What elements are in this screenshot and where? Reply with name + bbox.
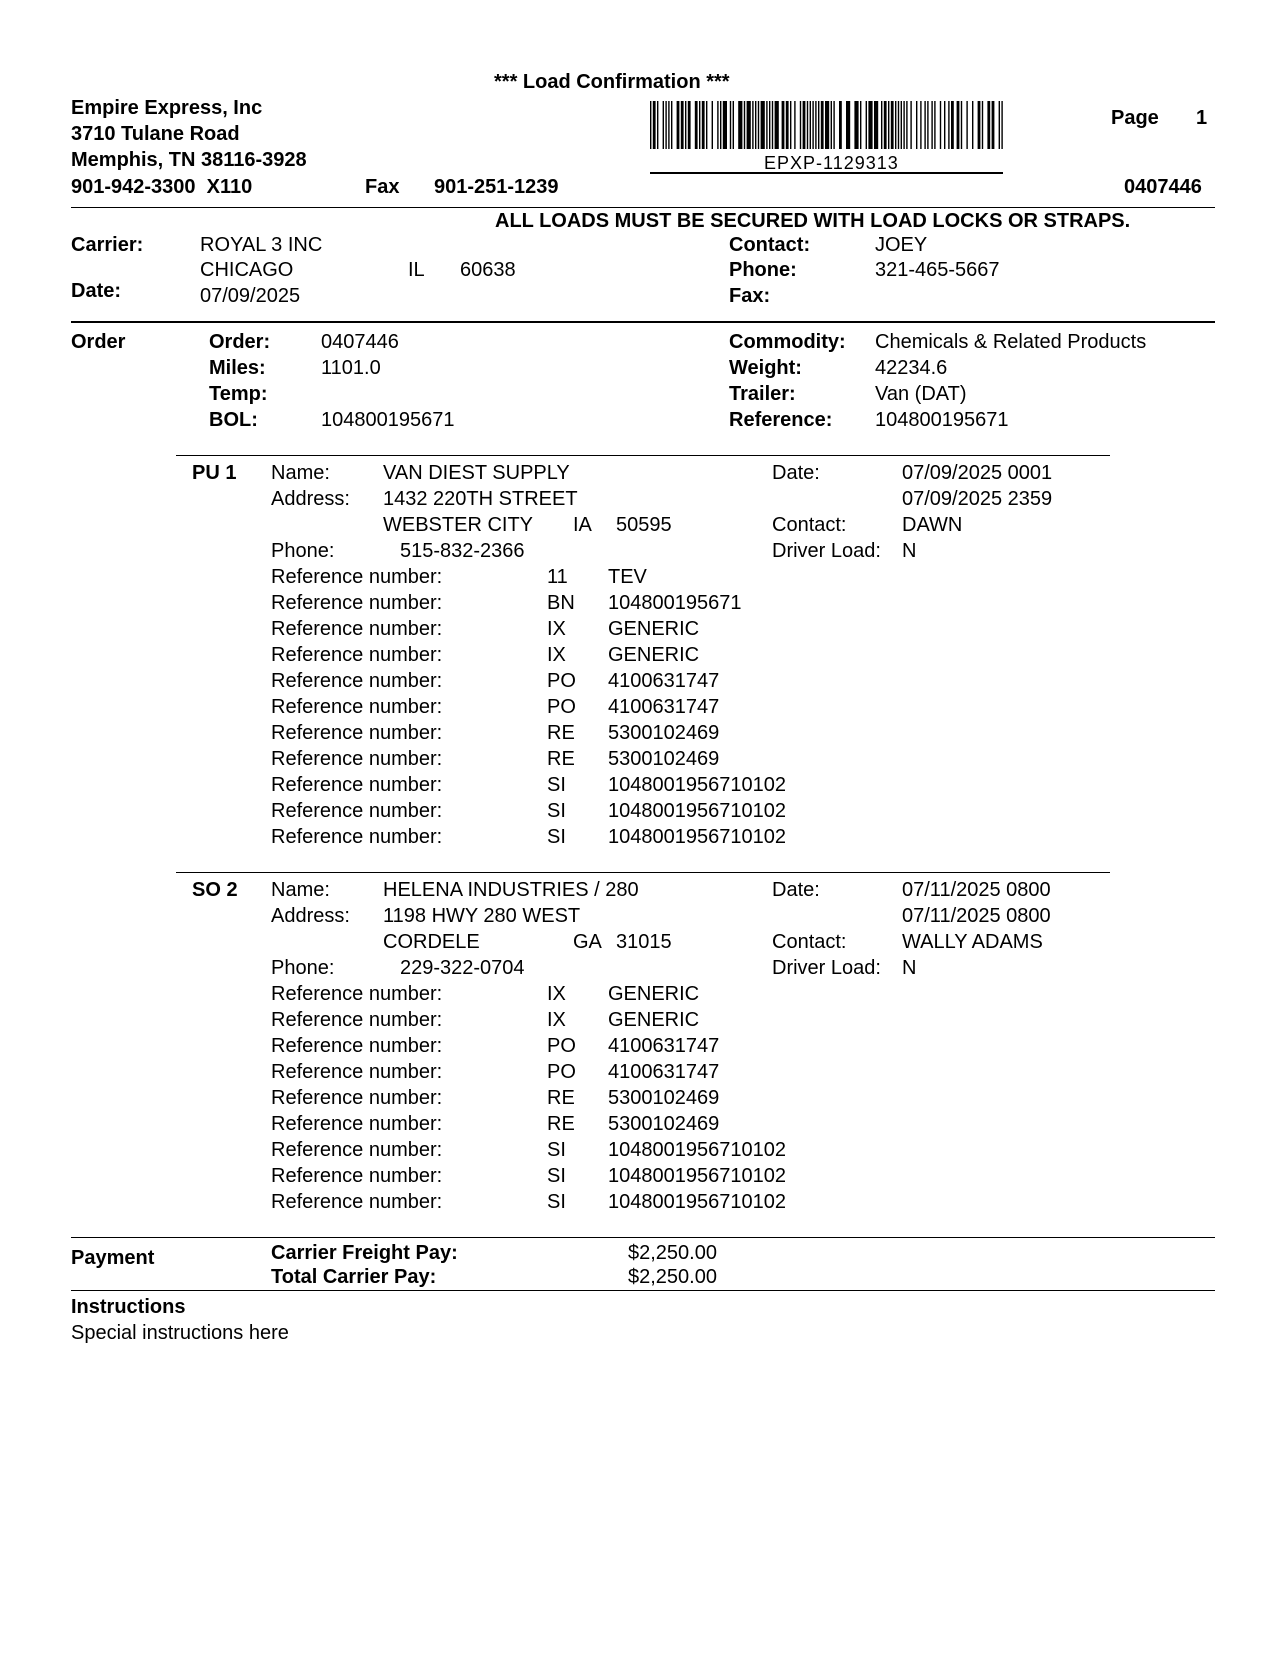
weight-label: Weight: — [729, 357, 802, 379]
stop-tag: PU 1 — [192, 462, 237, 484]
stop-address-label: Address: — [271, 488, 350, 510]
reference-code: SI — [547, 1139, 566, 1161]
reference-value: GENERIC — [608, 1009, 700, 1031]
reference-value: GENERIC — [608, 983, 700, 1005]
carrier-phone: 321-465-5667 — [875, 259, 1000, 281]
page-number: 1 — [1196, 107, 1208, 129]
reference-value: GENERIC — [608, 644, 700, 666]
reference-code: PO — [547, 670, 576, 692]
reference-code: PO — [547, 696, 576, 718]
stop-contact-label: Contact: — [772, 931, 847, 953]
reference-code: IX — [547, 644, 566, 666]
reference-code: SI — [547, 826, 566, 848]
reference-label: Reference number: — [271, 983, 443, 1005]
stop-date-end: 07/09/2025 2359 — [902, 488, 1053, 510]
reference-value: 1048001956710102 — [608, 1139, 786, 1161]
reference-code: PO — [547, 1061, 576, 1083]
carrier-date: 07/09/2025 — [200, 285, 301, 307]
reference-value: 5300102469 — [608, 1113, 720, 1135]
reference-value: GENERIC — [608, 618, 700, 640]
reference-label: Reference number: — [271, 1139, 443, 1161]
barcode-underline — [650, 172, 1003, 174]
trailer-value: Van (DAT) — [875, 383, 967, 405]
reference-code: SI — [547, 1165, 566, 1187]
reference-label: Reference number: — [271, 826, 443, 848]
reference-value: 104800195671 — [608, 592, 742, 614]
stop-driver-load: N — [902, 540, 917, 562]
carrier-name: ROYAL 3 INC — [200, 234, 323, 256]
page-label: Page — [1111, 107, 1159, 129]
stop-name-label: Name: — [271, 879, 330, 901]
reference-code: SI — [547, 800, 566, 822]
reference-code: PO — [547, 1035, 576, 1057]
stop-date-label: Date: — [772, 879, 820, 901]
company-address-line1: 3710 Tulane Road — [71, 123, 240, 145]
reference-value: 1048001956710102 — [608, 826, 786, 848]
carrier-city: CHICAGO — [200, 259, 294, 281]
reference-code: RE — [547, 1087, 575, 1109]
reference-code: IX — [547, 618, 566, 640]
temp-label: Temp: — [209, 383, 268, 405]
reference-value: 1048001956710102 — [608, 1165, 786, 1187]
total-carrier-pay-label: Total Carrier Pay: — [271, 1266, 437, 1288]
carrier-contact-label: Contact: — [729, 234, 811, 256]
bol-value: 104800195671 — [321, 409, 455, 431]
stop-contact-label: Contact: — [772, 514, 847, 536]
stop-phone: 229-322-0704 — [400, 957, 525, 979]
reference-label: Reference number: — [271, 618, 443, 640]
company-fax-label: Fax — [365, 176, 400, 198]
company-name: Empire Express, Inc — [71, 97, 263, 119]
reference-label: Reference number: — [271, 1165, 443, 1187]
stop-driver-load-label: Driver Load: — [772, 957, 881, 979]
stop-state: GA — [573, 931, 602, 953]
reference-value: 4100631747 — [608, 670, 720, 692]
carrier-freight-pay: $2,250.00 — [628, 1242, 717, 1264]
reference-label: Reference number: — [271, 800, 443, 822]
stop-zip: 50595 — [616, 514, 672, 536]
reference-label: Reference number: — [271, 1035, 443, 1057]
reference-code: RE — [547, 748, 575, 770]
payment-section-label: Payment — [71, 1247, 155, 1269]
barcode-text: EPXP-1129313 — [764, 153, 899, 173]
stop-city: WEBSTER CITY — [383, 514, 534, 536]
stop-date-label: Date: — [772, 462, 820, 484]
reference-label: Reference number: — [271, 748, 443, 770]
stop-name: HELENA INDUSTRIES / 280 — [383, 879, 639, 901]
reference-code: RE — [547, 1113, 575, 1135]
reference-code: 11 — [547, 566, 568, 588]
weight-value: 42234.6 — [875, 357, 948, 379]
divider — [176, 455, 1110, 456]
reference-label: Reference number: — [271, 722, 443, 744]
stop-driver-load: N — [902, 957, 917, 979]
reference-code: IX — [547, 1009, 566, 1031]
reference-label: Reference number: — [271, 774, 443, 796]
miles-value: 1101.0 — [321, 357, 381, 379]
miles-label: Miles: — [209, 357, 266, 379]
stop-phone: 515-832-2366 — [400, 540, 525, 562]
divider — [71, 1237, 1215, 1238]
order-section-label: Order — [71, 331, 126, 353]
carrier-date-label: Date: — [71, 280, 122, 302]
reference-label: Reference number: — [271, 1009, 443, 1031]
reference-value: 4100631747 — [608, 1035, 720, 1057]
carrier-freight-pay-label: Carrier Freight Pay: — [271, 1242, 458, 1264]
company-phone: 901-942-3300 X110 — [71, 176, 253, 198]
reference-value: 4100631747 — [608, 696, 720, 718]
total-carrier-pay: $2,250.00 — [628, 1266, 717, 1288]
stop-zip: 31015 — [616, 931, 672, 953]
reference-label: Reference number: — [271, 566, 443, 588]
carrier-fax-label: Fax: — [729, 285, 771, 307]
order-number: 0407446 — [321, 331, 399, 353]
reference-label: Reference number: — [271, 696, 443, 718]
reference-value: 1048001956710102 — [608, 800, 786, 822]
reference-value: TEV — [608, 566, 647, 588]
divider — [71, 1290, 1215, 1291]
divider — [176, 872, 1110, 873]
stop-phone-label: Phone: — [271, 957, 335, 979]
commodity-value: Chemicals & Related Products — [875, 331, 1147, 353]
reference-code: SI — [547, 1191, 566, 1213]
stop-date-end: 07/11/2025 0800 — [902, 905, 1051, 927]
stop-name: VAN DIEST SUPPLY — [383, 462, 570, 484]
reference-label: Reference number: — [271, 1113, 443, 1135]
stop-address-label: Address: — [271, 905, 350, 927]
stop-tag: SO 2 — [192, 879, 238, 901]
order-number-label: Order: — [209, 331, 271, 353]
reference-value: 1048001956710102 — [608, 774, 786, 796]
divider — [71, 321, 1215, 323]
reference-code: BN — [547, 592, 575, 614]
commodity-label: Commodity: — [729, 331, 846, 353]
reference-value: 5300102469 — [608, 748, 720, 770]
reference-label: Reference: — [729, 409, 833, 431]
carrier-zip: 60638 — [460, 259, 516, 281]
document-title: *** Load Confirmation *** — [494, 71, 730, 93]
reference-code: RE — [547, 722, 575, 744]
instructions-text: Special instructions here — [71, 1322, 289, 1344]
reference-value: 1048001956710102 — [608, 1191, 786, 1213]
instructions-label: Instructions — [71, 1296, 186, 1318]
reference-value: 104800195671 — [875, 409, 1009, 431]
reference-value: 5300102469 — [608, 1087, 720, 1109]
load-lock-notice: ALL LOADS MUST BE SECURED WITH LOAD LOCKS OR STRAPS. — [495, 210, 1131, 232]
stop-address: 1432 220TH STREET — [383, 488, 578, 510]
carrier-phone-label: Phone: — [729, 259, 797, 281]
company-fax: 901-251-1239 — [434, 176, 559, 198]
reference-code: IX — [547, 983, 566, 1005]
carrier-contact: JOEY — [875, 234, 928, 256]
reference-value: 4100631747 — [608, 1061, 720, 1083]
stop-contact: DAWN — [902, 514, 963, 536]
reference-label: Reference number: — [271, 1087, 443, 1109]
stop-date-start: 07/09/2025 0001 — [902, 462, 1053, 484]
stop-contact: WALLY ADAMS — [902, 931, 1043, 953]
reference-label: Reference number: — [271, 644, 443, 666]
stop-driver-load-label: Driver Load: — [772, 540, 881, 562]
stop-address: 1198 HWY 280 WEST — [383, 905, 581, 927]
stop-phone-label: Phone: — [271, 540, 335, 562]
reference-label: Reference number: — [271, 1061, 443, 1083]
carrier-label: Carrier: — [71, 234, 144, 256]
stop-date-start: 07/11/2025 0800 — [902, 879, 1051, 901]
carrier-state: IL — [408, 259, 425, 281]
reference-label: Reference number: — [271, 1191, 443, 1213]
reference-code: SI — [547, 774, 566, 796]
divider — [71, 207, 1215, 208]
header-order-number: 0407446 — [1124, 176, 1202, 198]
company-address-line2: Memphis, TN 38116-3928 — [71, 149, 307, 171]
stop-city: CORDELE — [383, 931, 480, 953]
barcode-image — [650, 101, 1003, 149]
stop-name-label: Name: — [271, 462, 330, 484]
reference-value: 5300102469 — [608, 722, 720, 744]
reference-label: Reference number: — [271, 670, 443, 692]
trailer-label: Trailer: — [729, 383, 796, 405]
reference-label: Reference number: — [271, 592, 443, 614]
stop-state: IA — [573, 514, 592, 536]
bol-label: BOL: — [209, 409, 258, 431]
